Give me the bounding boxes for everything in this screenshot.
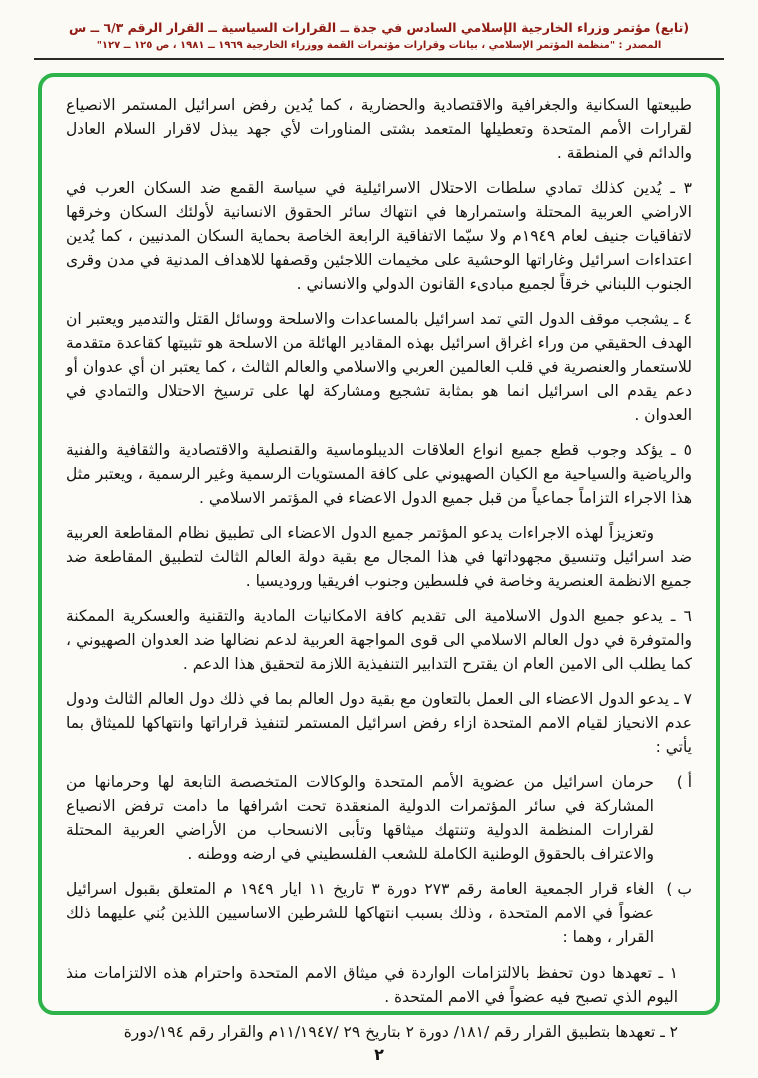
subclause-a-text: حرمان اسرائيل من عضوية الأمم المتحدة والوكالات المتخصصة التابعة لها وحرمانها من المشاركة في سائر المؤتمرات الدولية المنعقدة تحت اشرافها ما دامت ترفض الانصياع لقرارات المنظمة الدولية وتنتهك ميثاقها وتأبى الانسحاب من الأراضي العربية المحتلة والاعتراف بالحقوق الوطنية الكاملة للشعب الفلسطيني في ارضه ووطنه . [66,773,654,864]
subclause-b-text: الغاء قرار الجمعية العامة رقم ٢٧٣ دورة ٣ تاريخ ١١ ايار ١٩٤٩ م المتعلق بقبول اسرائيل عضواً في الامم المتحدة ، وذلك بسبب انتهاكها للشرطين الاساسيين اللذين بُني عليهما ذلك القرار ، وهما : [66,880,655,947]
page-header [0,20,758,51]
subclause-a-marker: أ ) [676,773,692,792]
subclause-b [66,877,692,949]
content-frame [38,73,720,1041]
condition-2: ٢ ـ تعهدها بتطبيق القرار رقم /١٨١/ دورة ٢ بتاريخ ٢٩ /١١/١٩٤٧م والقرار رقم ١٩٤/دورة [123,1022,678,1041]
clause-boycott: وتعزيزاً لهذه الاجراءات يدعو المؤتمر جميع الدول الاعضاء الى تطبيق نظام المقاطعة العربية ضد اسرائيل وتنسيق مجهوداتها في هذا المجال مع بقية دولة العالم الثالث لتطبيق المقاطعة ضد جميع الانظمة العنصرية وخاصة في فلسطين وجنوب افريقيا وروديسيا . [66,524,692,591]
clause-3: ٣ ـ يُدين كذلك تمادي سلطات الاحتلال الاسرائيلية في سياسة القمع ضد السكان العرب في الاراضي العربية المحتلة واستمرارها في انتهاك سائر الحقوق الانسانية لأولئك السكان وخرقها لاتفاقيات جنيف لعام ١٩٤٩م ولا سيّما الاتفاقية الرابعة الخاصة بحماية السكان المدنيين ، كما يُدين اعتداءات اسرائيل وغاراتها الوحشية على مخيمات اللاجئين وقصفها للاهداف المدنية في مدن وقرى الجنوب اللبناني خرقاً لجميع مبادىء القانون الدولي والانساني . [66,179,692,294]
condition-1: ١ ـ تعهدها دون تحفظ بالالتزامات الواردة في ميثاق الامم المتحدة واحترام هذه الالتزامات منذ اليوم الذي تصبح فيه عضواً في الامم المتحدة . [66,963,678,1006]
subclause-b-marker: ب ) [666,880,692,899]
clause-7: ٧ ـ يدعو الدول الاعضاء الى العمل بالتعاون مع بقية دول العالم بما في ذلك دول العالم الثالث ودول عدم الانحياز لقيام الامم المتحدة ازاء رفض اسرائيل المستمر لتنفيذ قراراتها وانتهاكها للميثاق بما يأتي : [66,690,692,757]
header-source: المصدر : "منظمة المؤتمر الإسلامي ، بيانات وقرارات مؤتمرات القمة ووزراء الخارجية ١٩٦٩ ــ ١٩٨١ ، ص ١٢٥ ــ ١٢٧" [96,40,662,51]
clause-6: ٦ ـ يدعو جميع الدول الاسلامية الى تقديم كافة الامكانيات المادية والتقنية والعسكرية الممكنة والمتوفرة في دول العالم الاسلامي الى قوى المواجهة العربية لدعم نضالها ضد العدوان الصهيوني ، كما يطلب الى الامين العام ان يقترح التدابير التنفيذية اللازمة لتحقيق هذا الدعم . [66,607,692,674]
clause-4: ٤ ـ يشجب موقف الدول التي تمد اسرائيل بالمساعدات والاسلحة ووسائل القتل والتدمير ويعتبر ان الهدف الحقيقي من وراء اغراق اسرائيل بهذه المقادير الهائلة من الاسلحة هو تثبيتها كقاعدة متقدمة للاستعمار والعنصرية في قلب العالمين العربي والاسلامي والعالم الثالث ، كما يعتبر ان أي عدوان أو دعم يقدم الى اسرائيل انما هو بمثابة تشجيع ومشاركة لها على ترسيخ الاحتلال والتمادي في العدوان . [66,310,692,425]
subclause-a [66,770,692,866]
page-number: ٢ [374,1045,384,1064]
paragraph-continuation: طبيعتها السكانية والجغرافية والاقتصادية والحضارية ، كما يُدين رفض اسرائيل المستمر الانصياع لقرارات الأمم المتحدة وتعطيلها المتعمد بشتى المناورات لأي جهد يبذل لاقرار السلام العادل والدائم في المنطقة . [66,96,692,163]
clause-5: ٥ ـ يؤكد وجوب قطع جميع انواع العلاقات الديبلوماسية والقنصلية والاقتصادية والثقافية والفنية والرياضية والسياحية مع الكيان الصهيوني على كافة المستويات الرسمية وغير الرسمية ، ويعتبر مثل هذا الاجراء التزاماً جماعياً من قبل جميع الدول الاعضاء في المؤتمر الاسلامي . [66,441,692,508]
header-title: (تابع) مؤتمر وزراء الخارجية الإسلامي السادس في جدة ــ القرارات السياسية ــ القرار الرقم ٦/٣ ــ س [68,20,690,35]
header-divider [34,58,724,60]
